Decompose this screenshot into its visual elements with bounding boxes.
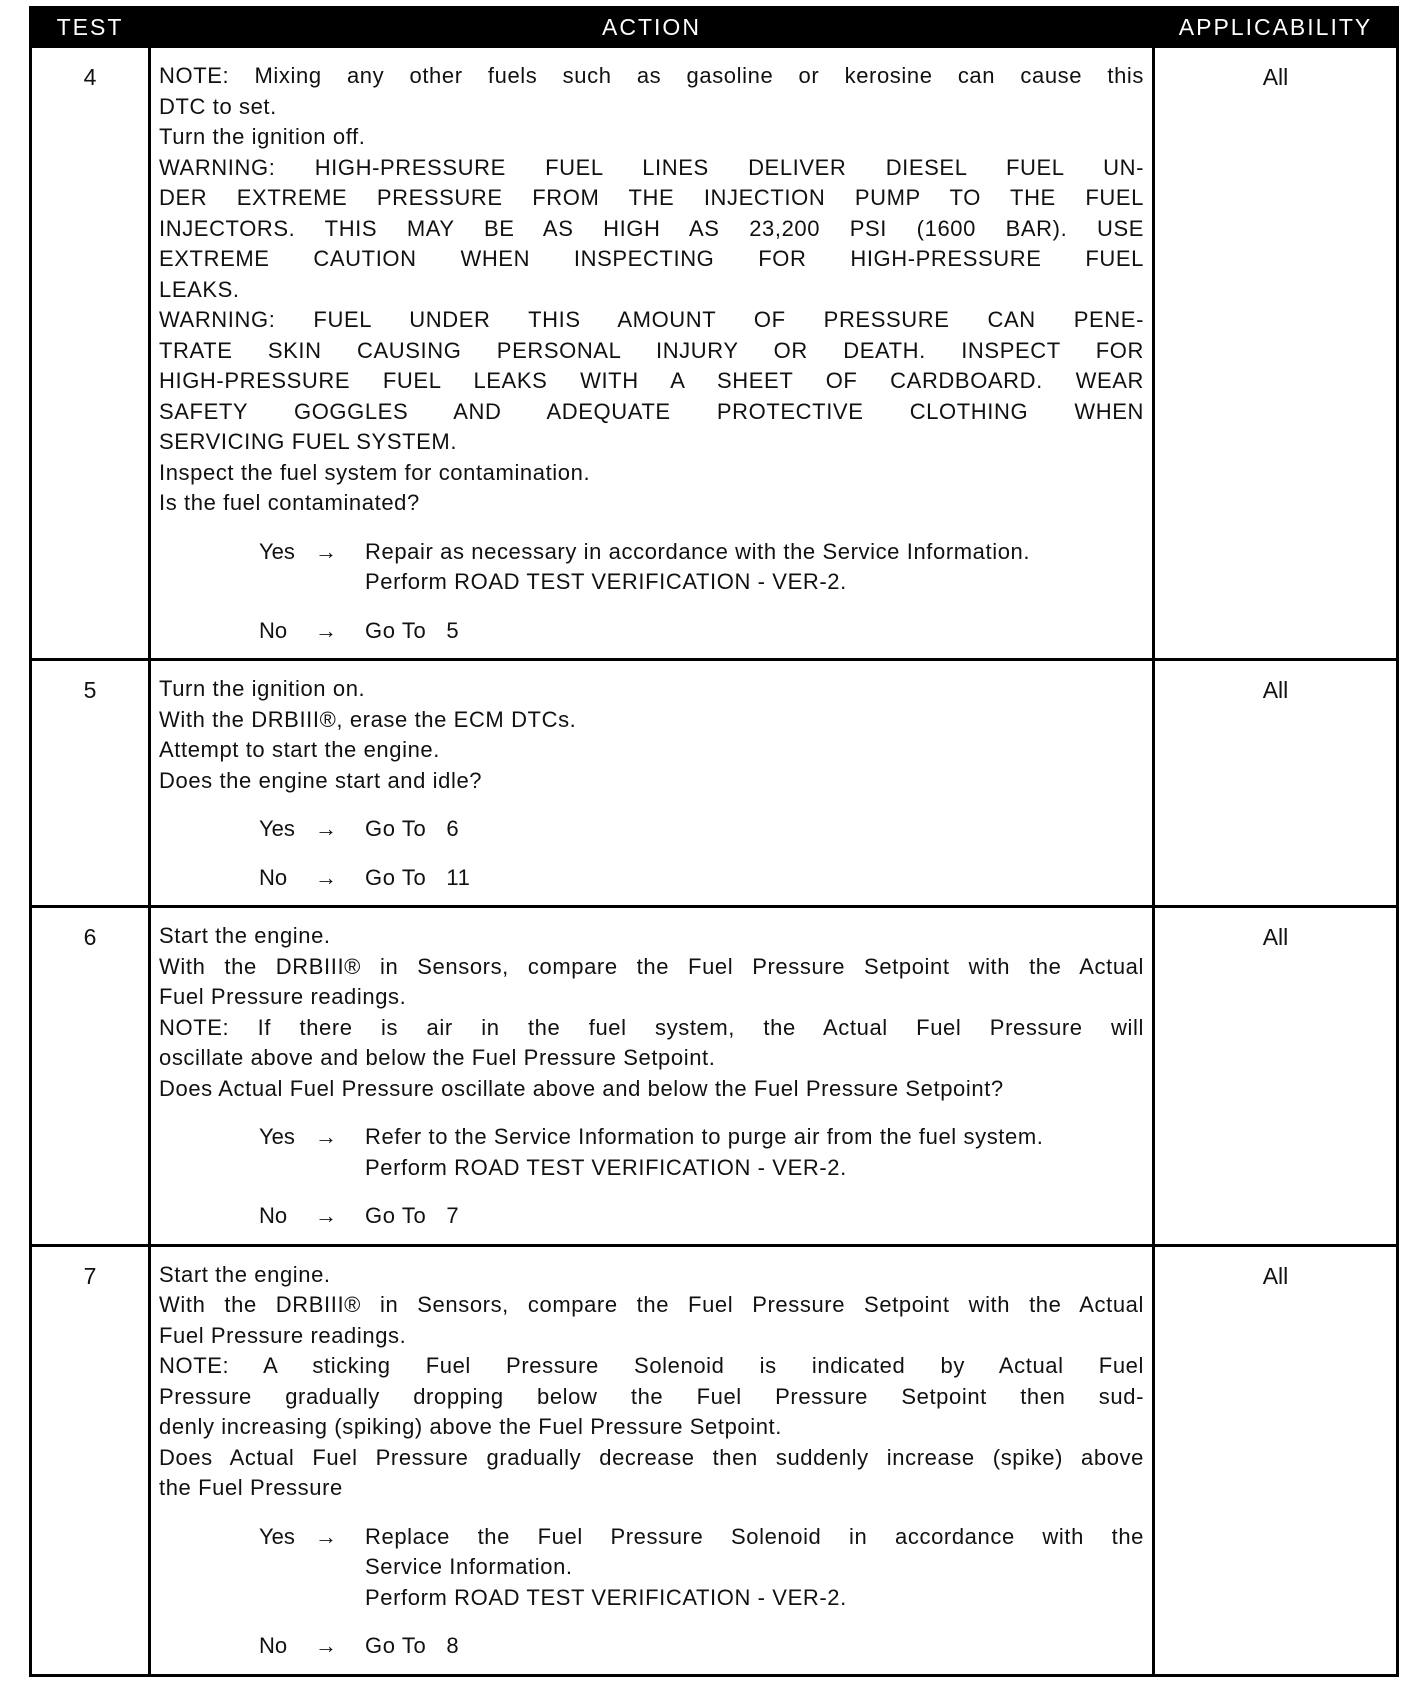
test-number: 6 [31, 907, 150, 1246]
action-line: INJECTORS. THIS MAY BE AS HIGH AS 23,200 PSI (1600 BAR). USE [159, 215, 1144, 241]
action-line: Is the fuel contaminated? [159, 490, 420, 515]
action-line: With the DRBIII® in Sensors, compare the Fuel Pressure Setpoint with the Actual [159, 1292, 1144, 1317]
option-result [365, 1201, 1144, 1232]
action-line: WARNING: HIGH-PRESSURE FUEL LINES DELIVER DIESEL FUEL UN- [159, 154, 1144, 180]
action-line: DER EXTREME PRESSURE FROM THE INJECTION PUMP TO THE FUEL [159, 185, 1144, 210]
result-line: Go To 7 [365, 1203, 460, 1228]
applicability-cell: All [1154, 47, 1398, 660]
action-line: Start the engine. [159, 1261, 331, 1287]
arrow-icon: → [315, 1523, 337, 1549]
applicability-cell: All [1154, 1245, 1398, 1675]
table-body [31, 47, 1398, 1676]
action-line: EXTREME CAUTION WHEN INSPECTING FOR HIGH-PRESSURE FUEL [159, 246, 1144, 271]
action-line: Fuel Pressure readings. [159, 984, 407, 1009]
option-label: Yes [259, 1124, 295, 1149]
result-option-no [259, 616, 1144, 647]
result-line: Perform ROAD TEST VERIFICATION - VER-2. [365, 1584, 847, 1610]
table-row [31, 1245, 1398, 1675]
action-line: the Fuel Pressure [159, 1475, 343, 1500]
action-line: Turn the ignition on. [159, 676, 366, 701]
action-line: oscillate above and below the Fuel Pressure Setpoint. [159, 1045, 716, 1070]
option-label: Yes [259, 816, 295, 841]
result-option-yes [259, 1522, 1144, 1614]
action-line: TRATE SKIN CAUSING PERSONAL INJURY OR DEATH. INSPECT FOR [159, 337, 1144, 363]
result-line: Repair as necessary in accordance with the Service Information. [365, 538, 1031, 564]
action-line: Start the engine. [159, 923, 331, 948]
action-line: denly increasing (spiking) above the Fuel Pressure Setpoint. [159, 1414, 782, 1439]
result-line: Replace the Fuel Pressure Solenoid in accordance with the [365, 1523, 1144, 1549]
option-result [365, 1122, 1144, 1183]
action-line: With the DRBIII®, erase the ECM DTCs. [159, 706, 577, 732]
test-number: 4 [31, 47, 150, 660]
header-applicability: APPLICABILITY [1154, 8, 1398, 47]
action-line: Does the engine start and idle? [159, 767, 483, 793]
action-line: WARNING: FUEL UNDER THIS AMOUNT OF PRESSURE CAN PENE- [159, 307, 1144, 332]
header-row [31, 8, 1398, 47]
option-result [365, 537, 1144, 598]
action-line: SAFETY GOGGLES AND ADEQUATE PROTECTIVE CLOTHING WHEN [159, 398, 1144, 424]
action-line: HIGH-PRESSURE FUEL LEAKS WITH A SHEET OF CARDBOARD. WEAR [159, 368, 1144, 393]
result-option-yes [259, 537, 1144, 598]
action-line: Does Actual Fuel Pressure oscillate above and below the Fuel Pressure Setpoint? [159, 1075, 1004, 1101]
option-label: No [259, 1633, 288, 1658]
option-result [365, 1631, 1144, 1662]
test-number: 5 [31, 660, 150, 907]
arrow-icon: → [315, 816, 337, 841]
action-line: DTC to set. [159, 93, 277, 119]
option-result [365, 863, 1144, 894]
table-row [31, 907, 1398, 1246]
result-line: Go To 5 [365, 617, 460, 643]
option-label: No [259, 1203, 288, 1228]
action-cell [150, 1245, 1154, 1675]
applicability-cell: All [1154, 907, 1398, 1246]
result-line: Go To 8 [365, 1633, 460, 1658]
action-line: Attempt to start the engine. [159, 737, 440, 762]
option-label: Yes [259, 538, 295, 564]
action-line: Inspect the fuel system for contamination. [159, 459, 591, 485]
action-cell [150, 660, 1154, 907]
table-row [31, 660, 1398, 907]
result-line: Go To 6 [365, 816, 460, 841]
action-line: SERVICING FUEL SYSTEM. [159, 429, 458, 454]
result-option-no [259, 863, 1144, 894]
test-number: 7 [31, 1245, 150, 1675]
result-line: Refer to the Service Information to purge air from the fuel system. [365, 1124, 1044, 1149]
arrow-icon: → [315, 1203, 337, 1228]
action-line: Does Actual Fuel Pressure gradually decrease then suddenly increase (spike) above [159, 1444, 1144, 1470]
header-test: TEST [31, 8, 150, 47]
option-result [365, 1522, 1144, 1614]
option-label: No [259, 864, 288, 890]
header-action: ACTION [150, 8, 1154, 47]
action-line: LEAKS. [159, 276, 240, 302]
arrow-icon: → [315, 617, 337, 643]
option-label: No [259, 617, 288, 643]
action-line: With the DRBIII® in Sensors, compare the Fuel Pressure Setpoint with the Actual [159, 953, 1144, 979]
action-line: NOTE: If there is air in the fuel system, the Actual Fuel Pressure will [159, 1014, 1144, 1040]
option-result [365, 616, 1144, 647]
result-option-yes [259, 1122, 1144, 1183]
action-cell [150, 47, 1154, 660]
test-table [29, 6, 1399, 1677]
arrow-icon: → [315, 538, 337, 564]
option-label: Yes [259, 1523, 295, 1549]
result-line: Perform ROAD TEST VERIFICATION - VER-2. [365, 1154, 847, 1180]
action-line: NOTE: Mixing any other fuels such as gasoline or kerosine can cause this [159, 63, 1144, 88]
diagnostic-table [29, 6, 1396, 1677]
action-cell [150, 907, 1154, 1246]
action-line: Pressure gradually dropping below the Fuel Pressure Setpoint then sud- [159, 1383, 1144, 1409]
action-line: Fuel Pressure readings. [159, 1322, 407, 1348]
result-option-yes [259, 814, 1144, 845]
action-line: NOTE: A sticking Fuel Pressure Solenoid is indicated by Actual Fuel [159, 1353, 1144, 1378]
action-line: Turn the ignition off. [159, 124, 366, 149]
result-option-no [259, 1201, 1144, 1232]
result-line: Perform ROAD TEST VERIFICATION - VER-2. [365, 569, 847, 594]
result-option-no [259, 1631, 1144, 1662]
arrow-icon: → [315, 864, 337, 890]
arrow-icon: → [315, 1124, 337, 1149]
option-result [365, 814, 1144, 845]
result-line: Go To 11 [365, 864, 471, 890]
arrow-icon: → [315, 1633, 337, 1658]
result-line: Service Information. [365, 1554, 573, 1579]
applicability-cell: All [1154, 660, 1398, 907]
table-row [31, 47, 1398, 660]
